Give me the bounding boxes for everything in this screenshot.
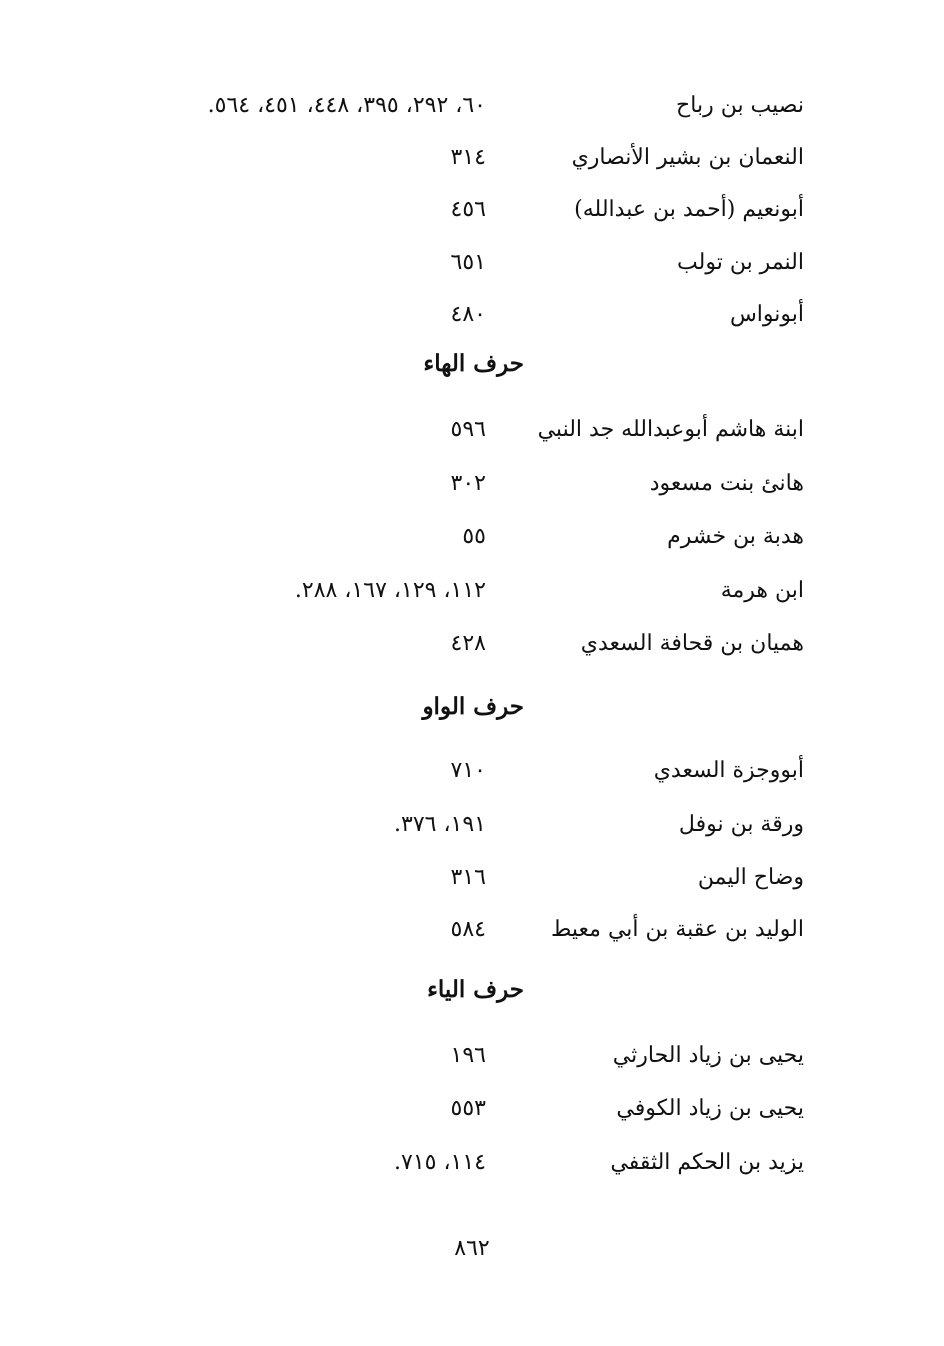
index-entry [0, 910, 944, 950]
page-number: ٨٦٢ [454, 1236, 490, 1261]
entry-pages: ١٩٦ [450, 1043, 486, 1068]
entry-pages: ٦٠، ٢٩٢، ٣٩٥، ٤٤٨، ٤٥١، ٥٦٤. [207, 93, 486, 118]
entry-name: هانئ بنت مسعود [649, 471, 804, 496]
entry-pages: ٣١٦ [450, 865, 486, 890]
entry-name: نصيب بن رباح [676, 93, 804, 118]
section-heading: حرف الياء [427, 976, 524, 1003]
entry-pages: ٥٥ [462, 524, 486, 549]
entry-name: النعمان بن بشير الأنصاري [571, 145, 804, 170]
index-entry [0, 805, 944, 845]
index-entry [0, 243, 944, 283]
section-heading: حرف الواو [422, 693, 524, 720]
entry-name: أبونعيم (أحمد بن عبدالله) [574, 197, 804, 222]
index-entry [0, 410, 944, 450]
index-entry [0, 1089, 944, 1129]
index-entry [0, 517, 944, 557]
index-entry [0, 624, 944, 664]
entry-name: هميان بن قحافة السعدي [580, 631, 804, 656]
entry-pages: ٣١٤ [450, 145, 486, 170]
entry-pages: ١١٤، ٧١٥. [394, 1150, 486, 1175]
index-entry [0, 571, 944, 611]
entry-pages: ٤٥٦ [450, 197, 486, 222]
entry-name: النمر بن تولب [677, 250, 804, 275]
index-entry [0, 190, 944, 230]
entry-name: وضاح اليمن [697, 865, 804, 890]
entry-pages: ٧١٠ [450, 758, 486, 783]
entry-name: يحيى بن زياد الحارثي [612, 1043, 804, 1068]
index-entry [0, 751, 944, 791]
entry-pages: ٥٩٦ [450, 417, 486, 442]
entry-name: أبونواس [729, 302, 804, 327]
entry-pages: ١١٢، ١٢٩، ١٦٧، ٢٨٨. [294, 578, 486, 603]
entry-pages: ٥٨٤ [450, 917, 486, 942]
entry-name: هدبة بن خشرم [667, 524, 804, 549]
index-entry [0, 138, 944, 178]
entry-name: يزيد بن الحكم الثقفي [610, 1150, 804, 1175]
section-heading: حرف الهاء [423, 350, 524, 377]
index-entry [0, 858, 944, 898]
entry-name: يحيى بن زياد الكوفي [616, 1096, 804, 1121]
entry-name: الوليد بن عقبة بن أبي معيط [551, 917, 804, 942]
entry-name: أبووجزة السعدي [653, 758, 804, 783]
index-entry [0, 295, 944, 335]
index-entry [0, 1036, 944, 1076]
index-entry [0, 1143, 944, 1183]
entry-pages: ٤٨٠ [450, 302, 486, 327]
entry-pages: ٤٢٨ [450, 631, 486, 656]
entry-name: ابنة هاشم أبوعبدالله جد النبي [537, 417, 804, 442]
entry-pages: ٣٠٢ [450, 471, 486, 496]
entry-pages: ١٩١، ٣٧٦. [394, 812, 486, 837]
index-entry [0, 464, 944, 504]
entry-pages: ٦٥١ [450, 250, 486, 275]
entry-name: ابن هرمة [720, 578, 804, 603]
index-entry [0, 86, 944, 126]
entry-name: ورقة بن نوفل [678, 812, 804, 837]
entry-pages: ٥٥٣ [450, 1096, 486, 1121]
